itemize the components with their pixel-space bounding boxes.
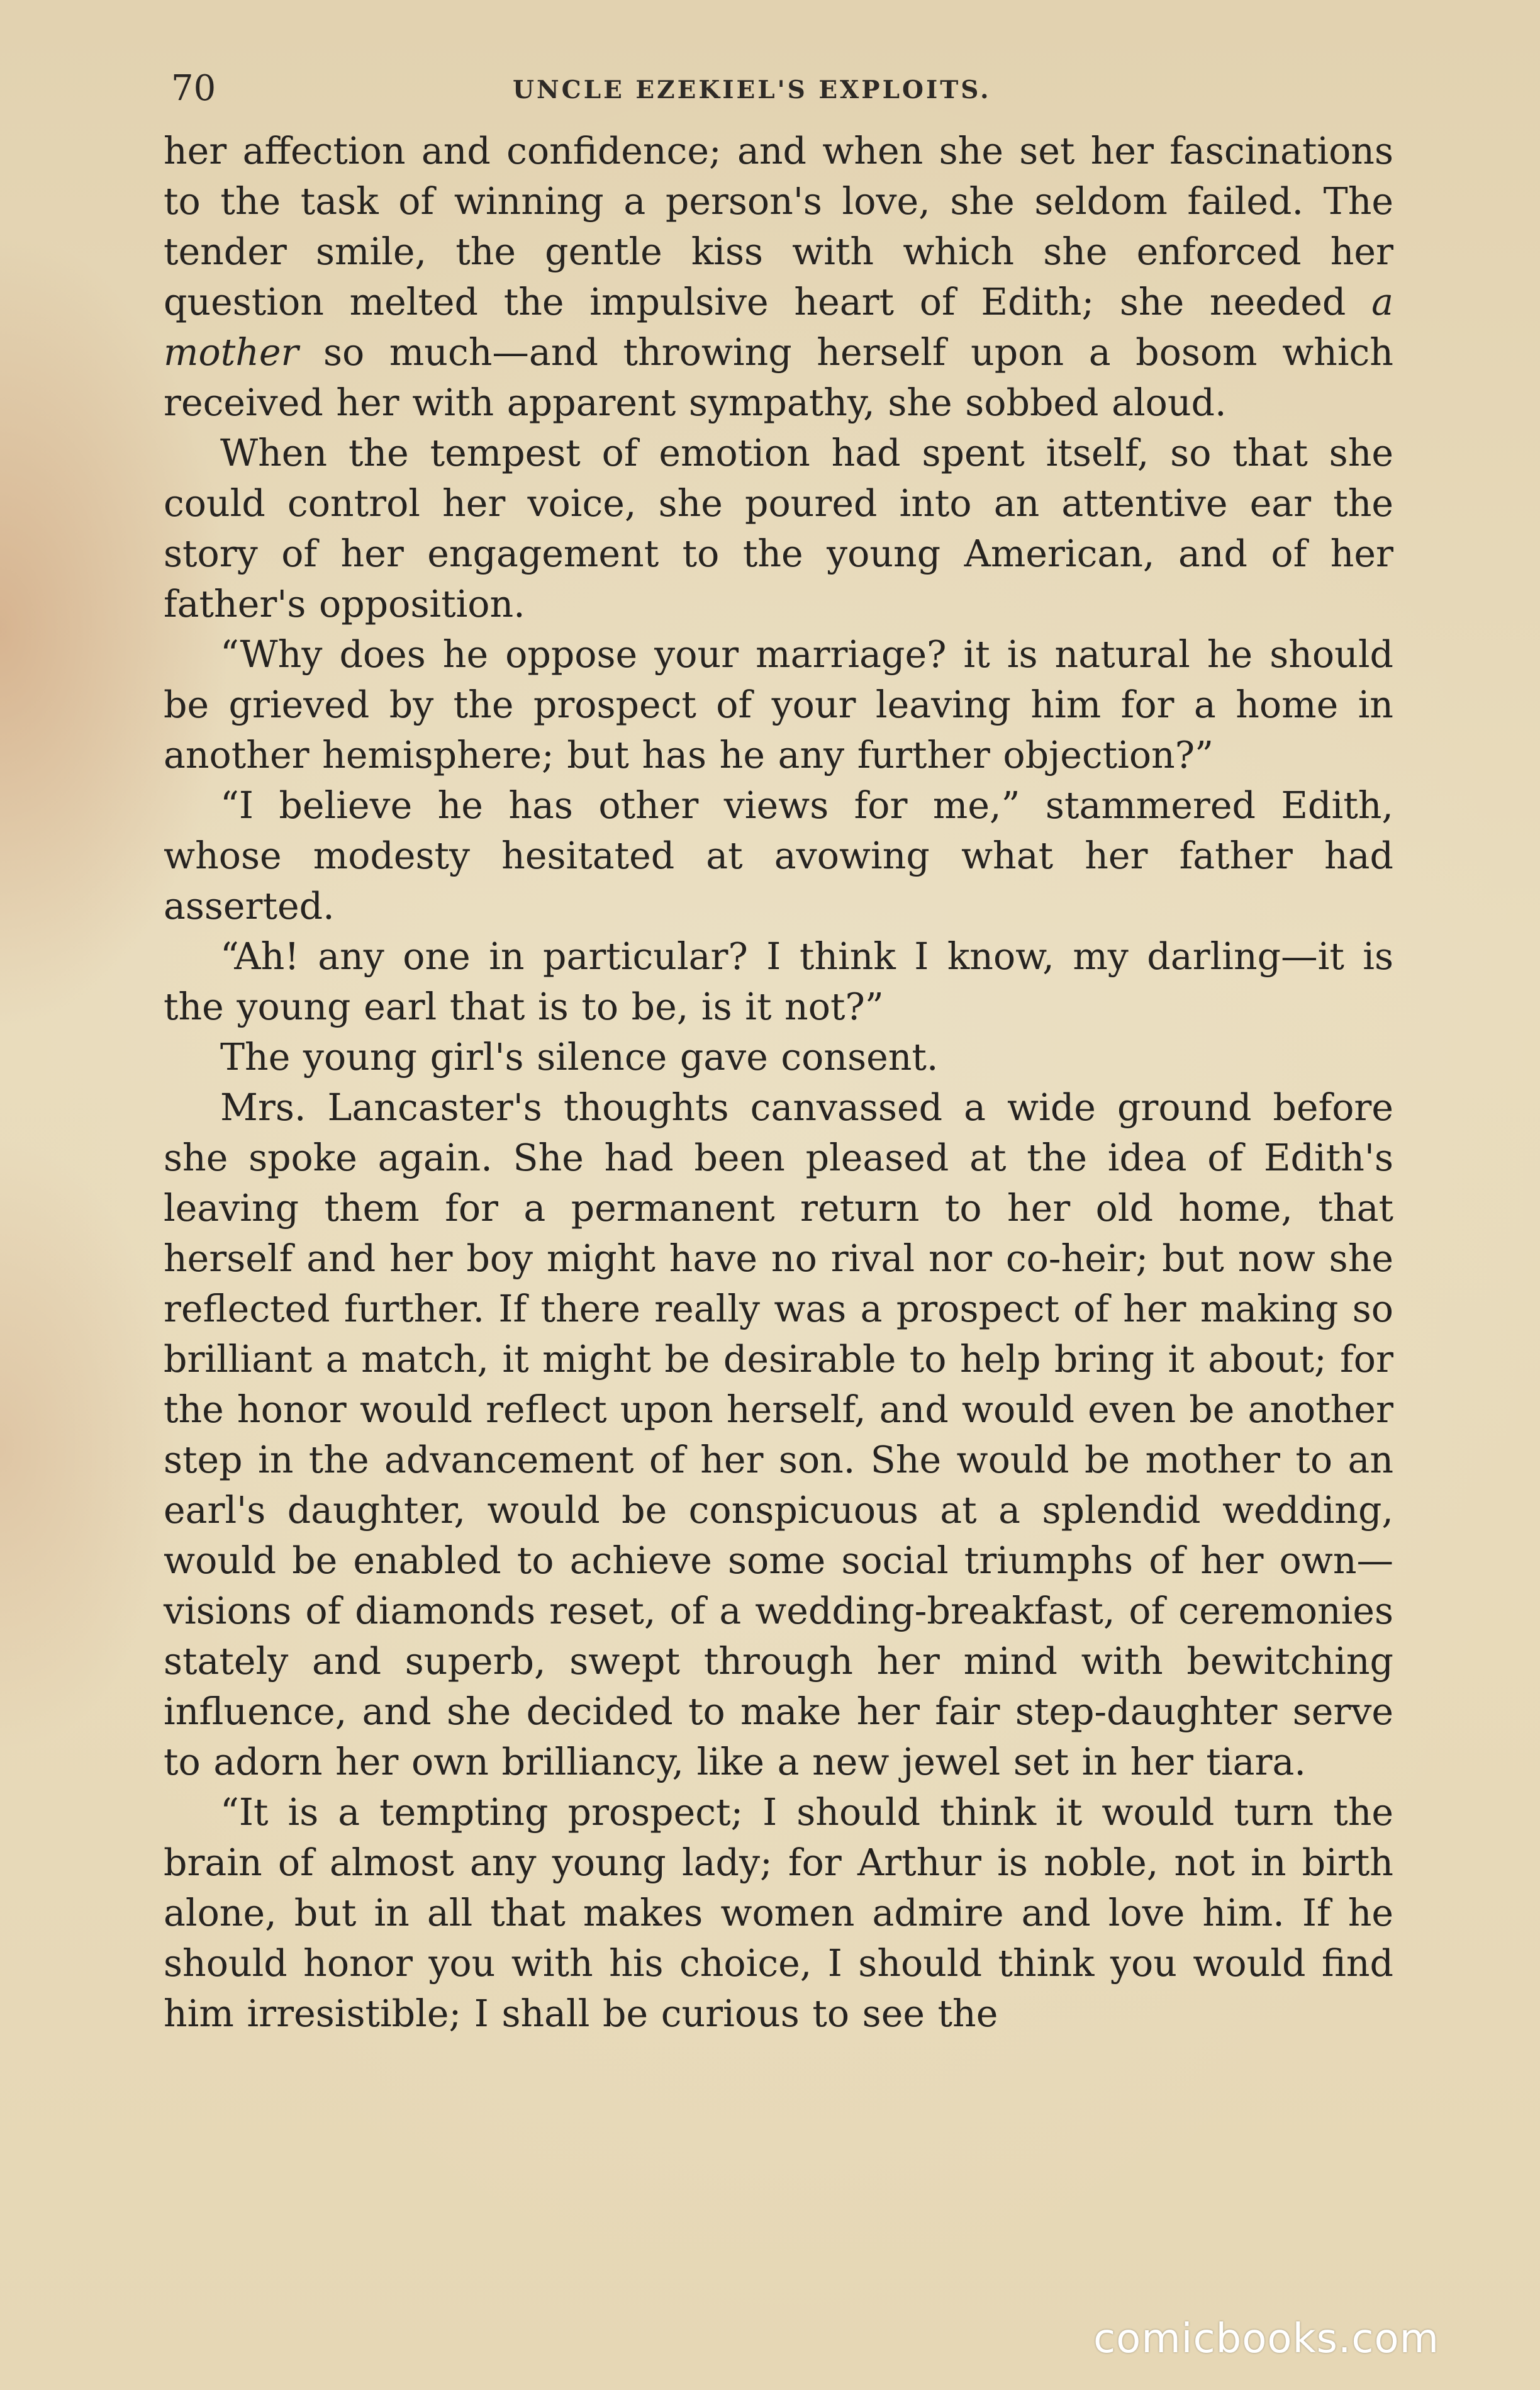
text-run: When the tempest of emotion had spent itself, so that she could control her voice, she poured into an attentive ear the story of her engagement to the young American, and of her father's opposition.: [164, 432, 1393, 626]
body-text: [164, 126, 1393, 2039]
paragraph: [164, 1787, 1393, 2039]
paragraph: [164, 931, 1393, 1032]
paragraph: [164, 780, 1393, 931]
text-run: so much—and throwing herself upon a bosom which received her with apparent sympathy, she sobbed aloud.: [164, 331, 1393, 424]
book-page: [164, 57, 1393, 2039]
watermark: comicbooks.com: [1093, 2316, 1439, 2362]
text-run: Mrs. Lancaster's thoughts canvassed a wide ground before she spoke again. She had been pleased at the idea of Edith's leaving them for a permanent return to her old home, that herself and her boy might have no rival nor co-heir; but now she reflected further. If there really was a prospect of her making so brilliant a match, it might be desirable to help bring it about; for the honor would reflect upon herself, and would even be another step in the advancement of her son. She would be mother to an earl's daughter, would be conspicuous at a splendid wedding, would be enabled to achieve some social triumphs of her own—visions of diamonds reset, of a wedding-breakfast, of ceremonies stately and superb, swept through her mind with bewitching influence, and she decided to make her fair step-daughter serve to adorn her own brilliancy, like a new jewel set in her tiara.: [164, 1086, 1393, 1783]
text-run: “Why does he oppose your marriage? it is natural he should be grieved by the prospect of your leaving him for a home in another hemisphere; but has he any further objection?”: [164, 633, 1393, 777]
italic-text-run: a mother: [164, 281, 1393, 374]
paragraph: [164, 126, 1393, 428]
text-run: her affection and confidence; and when she set her fascinations to the task of winning a person's love, she seldom failed. The tender smile, the gentle kiss with which she enforced her question melted the impulsive heart of Edith; she needed: [164, 130, 1393, 323]
running-header: [164, 57, 1393, 126]
paragraph: [164, 428, 1393, 629]
text-run: “I believe he has other views for me,” stammered Edith, whose modesty hesitated at avowing what her father had asserted.: [164, 784, 1393, 928]
page-number: 70: [171, 68, 216, 109]
paragraph: [164, 1082, 1393, 1787]
paragraph: [164, 1032, 1393, 1082]
text-run: “Ah! any one in particular? I think I know, my darling—it is the young earl that is to be, is it not?”: [164, 935, 1393, 1028]
running-title: UNCLE EZEKIEL'S EXPLOITS.: [513, 76, 991, 104]
text-run: “It is a tempting prospect; I should think it would turn the brain of almost any young lady; for Arthur is noble, not in birth alone, but in all that makes women admire and love him. If he should honor you with his choice, I should think you would find him irresistible; I shall be curious to see the: [164, 1791, 1393, 2035]
paragraph: [164, 629, 1393, 780]
text-run: The young girl's silence gave consent.: [220, 1036, 939, 1079]
